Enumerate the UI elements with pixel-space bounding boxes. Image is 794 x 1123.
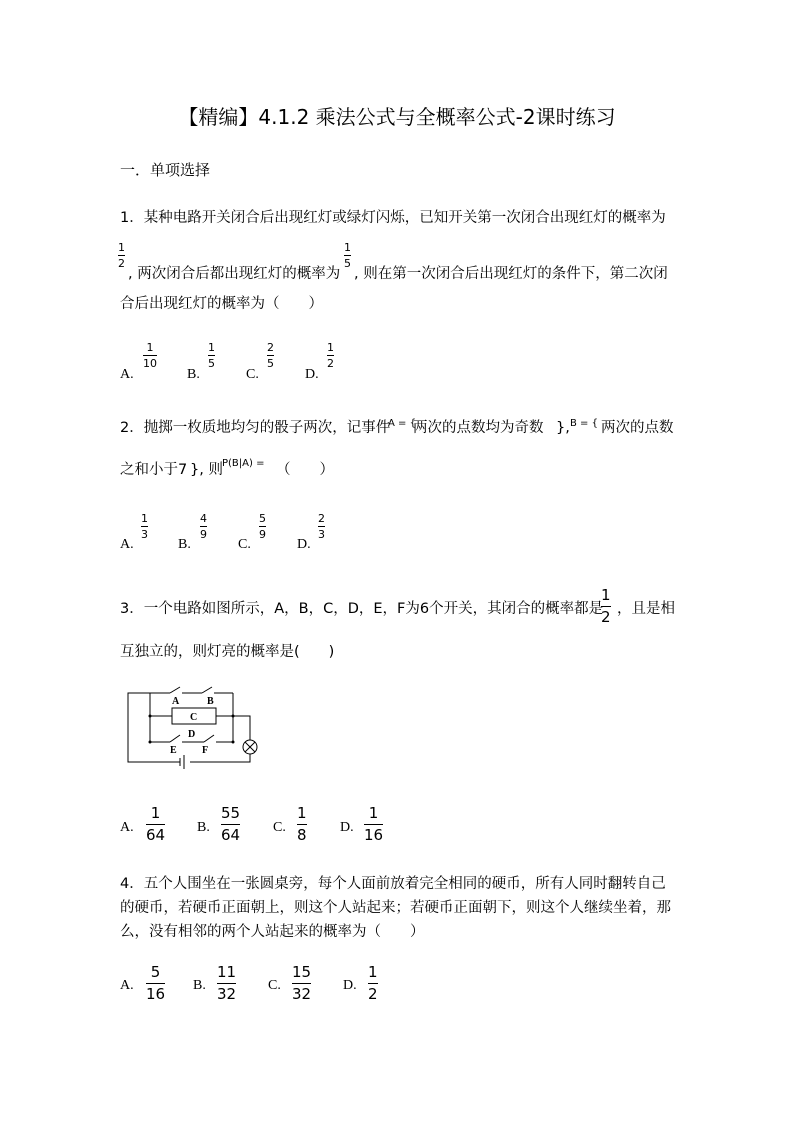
q3-option-b-fraction: 55 64: [221, 804, 241, 844]
q2-option-c-label: C.: [238, 537, 251, 552]
q2-option-d-fraction: 2 3: [318, 512, 325, 541]
q3-option-c-fraction: 1 8: [297, 804, 307, 844]
numerator: 1: [344, 241, 351, 254]
numerator: 1: [118, 241, 125, 254]
q4-option-b-label: B.: [193, 978, 206, 993]
q2-option-c-fraction: 5 9: [259, 512, 266, 541]
q3-fraction: 1 2: [601, 586, 611, 626]
q4-option-b-fraction: 11 32: [217, 963, 237, 1003]
switch-label-c: C: [190, 712, 198, 723]
q2-line2a: 之和小于7: [120, 462, 188, 478]
q4-option-c-fraction: 15 32: [292, 963, 312, 1003]
q3-line2: 互独立的，则灯亮的概率是( ): [120, 644, 335, 660]
denominator: 2: [118, 257, 125, 270]
q3-option-a-label: A.: [120, 820, 134, 835]
denominator: 5: [344, 257, 351, 270]
section-heading: 一．单项选择: [120, 161, 211, 179]
q3-option-c-label: C.: [273, 820, 286, 835]
q2-line1b: 两次的点数均为奇数: [413, 420, 544, 436]
q2-line1c: },: [556, 420, 570, 436]
q4-option-a-label: A.: [120, 978, 134, 993]
switch-label-f: F: [202, 745, 209, 756]
q2-set-b: B = {: [570, 418, 598, 429]
q3-option-d-label: D.: [340, 820, 354, 835]
q2-set-a: A = {: [388, 418, 416, 429]
q2-option-d-label: D.: [297, 537, 311, 552]
q1-option-b-fraction: 1 5: [208, 341, 215, 370]
q2-expression: P(B|A) =: [222, 458, 265, 469]
q1-line2b: , 则在第一次闭合后出现红灯的条件下，第二次闭: [354, 266, 668, 282]
page-title: 【精编】4.1.2 乘法公式与全概率公式-2课时练习: [178, 105, 616, 129]
q1-option-b-label: B.: [187, 367, 200, 382]
q2-option-b-fraction: 4 9: [200, 512, 207, 541]
q1-line3: 合后出现红灯的概率为（ ）: [120, 296, 323, 312]
switch-label-a: A: [172, 696, 180, 707]
q1-line2a: , 两次闭合后都出现红灯的概率为: [128, 266, 341, 282]
q4-line2: 的硬币，若硬币正面朝上，则这个人站起来；若硬币正面朝下，则这个人继续坐着，那: [120, 900, 671, 916]
q1-line1: 1．某种电路开关闭合后出现红灯或绿灯闪烁，已知开关第一次闭合出现红灯的概率为: [120, 210, 666, 226]
q4-line3: 么，没有相邻的两个人站起来的概率为（ ）: [120, 924, 425, 940]
q1-option-d-fraction: 1 2: [327, 341, 334, 370]
q4-option-d-label: D.: [343, 978, 357, 993]
switch-label-b: B: [207, 696, 214, 707]
q4-option-d-fraction: 1 2: [368, 963, 378, 1003]
q2-option-b-label: B.: [178, 537, 191, 552]
q1-option-a-fraction: 1 10: [143, 341, 157, 370]
q1-option-d-label: D.: [305, 367, 319, 382]
q2-option-a-label: A.: [120, 537, 134, 552]
q3-option-a-fraction: 1 64: [146, 804, 166, 844]
q3-line1: 3．一个电路如图所示，A，B，C，D，E，F为6个开关，其闭合的概率都是: [120, 601, 604, 617]
q4-option-a-fraction: 5 16: [146, 963, 166, 1003]
q2-line1d: 两次的点数: [601, 420, 674, 436]
q1-option-c-label: C.: [246, 367, 259, 382]
switch-label-d: D: [188, 729, 196, 740]
q1-fraction-a: [118, 242, 125, 269]
q2-line2c: （ ）: [276, 462, 334, 478]
q3-option-d-fraction: 1 16: [364, 804, 384, 844]
q3-option-b-label: B.: [197, 820, 210, 835]
circuit-diagram: [120, 682, 270, 774]
q2-line1a: 2．抛掷一枚质地均匀的骰子两次，记事件: [120, 420, 391, 436]
q1-option-a-label: A.: [120, 367, 134, 382]
q2-option-a-fraction: 1 3: [141, 512, 148, 541]
q1-option-c-fraction: 2 5: [267, 341, 274, 370]
q2-line2b: }, 则: [190, 462, 223, 478]
q3-line1b: ，且是相: [617, 601, 675, 617]
switch-label-e: E: [170, 745, 177, 756]
q4-option-c-label: C.: [268, 978, 281, 993]
q1-fraction-b: [344, 242, 351, 269]
q4-line1: 4．五个人围坐在一张圆桌旁，每个人面前放着完全相同的硬币，所有人同时翻转自己: [120, 876, 666, 892]
